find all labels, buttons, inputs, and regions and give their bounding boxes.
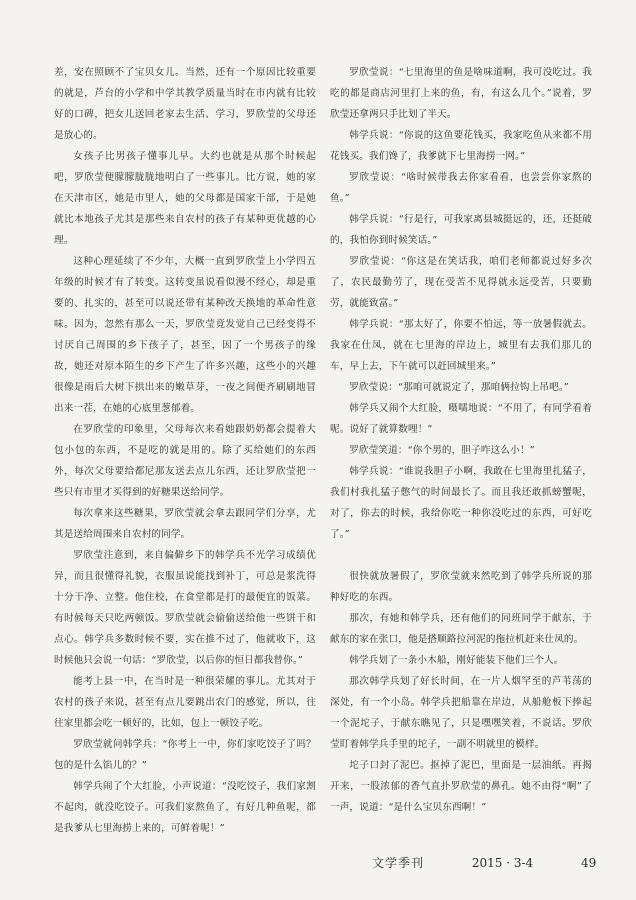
paragraph: 韩学兵又闹个大红脸，嗫嚅地说：“不用了，有同学看着呢。说好了就算数哩！” — [330, 403, 592, 435]
page-footer — [372, 854, 602, 871]
paragraph: 罗欣莹说：“那咱可就说定了，那咱俩拉钩上吊吧。” — [349, 382, 569, 393]
paragraph: 韩学兵闹了个大红脸，小声说道：“没吃饺子，我们家割不起肉，就没吃饺子。可我们家熬鱼了，有好几种鱼呢，都是我爹从七里海捞上来的，可鲜着呢！” — [54, 781, 316, 834]
paragraph: 罗欣莹注意到，来自偏僻乡下的韩学兵不光学习成绩优异，而且很懂得礼貌，衣服虽说能找到补丁，可总是浆洗得十分干净、立整。他住校，在食堂都是打的最便宜的饭菜。有时候每天只吃两顿饭。罗欣莹就会偷偷送给他一些饼干和点心。韩学兵多数时候不要，实在推不过了，他就收下，这时候他只会说一句话：“罗欣莹，以后你的恒日都我替你。” — [54, 550, 316, 666]
right-column — [330, 62, 592, 818]
page-number: 49 — [580, 856, 597, 870]
paragraph: 罗欣莹说：“啥时候带我去你家看看，也尝尝你家熬的鱼。” — [330, 172, 592, 204]
paragraph: 罗欣莹笑道：“你个男的，胆子咋这么小！” — [349, 445, 535, 456]
paragraph: 韩学兵说：“行是行，可我家离县城挺远的，还，还挺破的，我怕你到时候笑话。” — [330, 214, 592, 246]
paragraph: 那次韩学兵划了好长时间，在一片人烟罕至的芦苇荡的深处，有一个小岛。韩学兵把船靠在岸边，从船舱板下捧起一个泥坨子，于献东瞧见了，只是嘿嘿笑着，不说话。罗欣莹盯着韩学兵手里的坨子，一副不明就里的模样。 — [330, 676, 592, 750]
paragraph: 那次，有她和韩学兵，还有他们的同班同学于献东，于献东的家在张口，他是搭顺路拉河泥的拖拉机赶来仕凤的。 — [330, 613, 592, 645]
paragraph: 差，安在照顾不了宝贝女儿。当然，还有一个原因比较重要的就是，芦台的小学和中学其教学质量当时在市内就有比较好的口碑，把女儿送回老家去生活、学习，罗欣莹的父母还是放心的。 — [54, 67, 316, 141]
paragraph: 很快就放暑假了，罗欣莹就来然吃到了韩学兵所说的那种好吃的东西。 — [330, 571, 592, 603]
paragraph: 罗欣莹说：“七里海里的鱼是啥味道啊，我可没吃过。我吃的都是商店河里打上来的鱼，有，有这么几个。”说着，罗欣莹还拿两只手比划了半天。 — [330, 67, 592, 120]
paragraph: 韩学兵说：“你说的这鱼要花钱买，我家吃鱼从来都不用花钱买。我们馋了，我爹就下七里海捞一网。” — [330, 130, 592, 162]
paragraph: 每次拿来这些糖果，罗欣莹就会拿去跟同学们分享，尤其是送给周围来自农村的同学。 — [54, 508, 316, 540]
paragraph: 能考上县一中，在当时是一种很荣耀的事儿。尤其对于农村的孩子来说，甚至有点儿要跳出农门的感觉，所以，往往家里都会吃一顿好的，比如，包上一顿饺子吃。 — [54, 676, 316, 729]
paragraph: 罗欣莹说：“你这是在笑话我，咱们老师都说过好多次了，农民最勤劳了，现在受苦不见得就永远受苦，只要勤劳，就能致富。” — [330, 256, 592, 309]
paragraph: 罗欣莹就问韩学兵：“你考上一中，你们家吃饺子了吗？包的是什么馅儿的？” — [54, 739, 316, 771]
paragraph: 坨子口封了泥巴。抠掉了泥巴，里面是一层油纸。再揭开来，一股浓郁的香气直扑罗欣莹的鼻孔。她不由得“啊”了一声，说道：“是什么宝贝东西啊！” — [330, 760, 592, 813]
section-break — [330, 545, 592, 566]
issue-number: 2015 · 3-4 — [471, 856, 534, 870]
paragraph: 韩学兵说：“谁说我胆子小啊，我敢在七里海里扎猛子，我们村我扎猛子憋气的时间最长了。而且我还敢抓螃蟹呢，对了，你去的时候，我给你吃一种你没吃过的东西，可好吃了。” — [330, 466, 592, 540]
left-column — [54, 62, 316, 839]
paragraph: 女孩子比男孩子懂事儿早。大约也就是从那个时候起吧，罗欣莹便朦朦胧胧地明白了一些事儿。比方说，她的家在天津市区，她是市里人，她的父母都是国家干部，于是她就比本地孩子尤其是那些来自农村的孩子有某种更优越的心理。 — [54, 151, 316, 246]
paragraph: 韩学兵说：“那太好了，你要不怕远，等一放暑假就去。我家在仕凤，就在七里海的岸边上，城里有去我们那儿的车，早上去，下午就可以赶回城里来。” — [330, 319, 592, 372]
paragraph: 韩学兵划了一条小木船，刚好能装下他们三个人。 — [349, 655, 564, 666]
journal-title: 文学季刊 — [372, 856, 425, 870]
paragraph: 这种心理延续了不少年，大概一直到罗欣莹上小学四五年级的时候才有了转变。这转变虽说看似漫不经心，却是重要的、扎实的，甚至可以说还带有某种改天换地的革命性意味。因为，忽然有那么一天，罗欣莹竟发觉自己已经变得不讨厌自己周围的乡下孩子了，甚至，因了一个男孩子的缘故，她还对原本陌生的乡下产生了许多兴趣，这些小的兴趣很像是雨后大树下拱出来的嫩草芽，一夜之间便齐刷刷地冒出来一茬，在她的心底里葱郁着。 — [54, 256, 316, 414]
paragraph: 在罗欣莹的印象里，父母每次来看她跟奶奶都会提着大包小包的东西，不是吃的就是用的。除了买给她们的东西外，每次父母要给都尼那友送去点儿东西，还让罗欣莹把一些只有市里才买得到的好糖果送给同学。 — [54, 424, 316, 498]
